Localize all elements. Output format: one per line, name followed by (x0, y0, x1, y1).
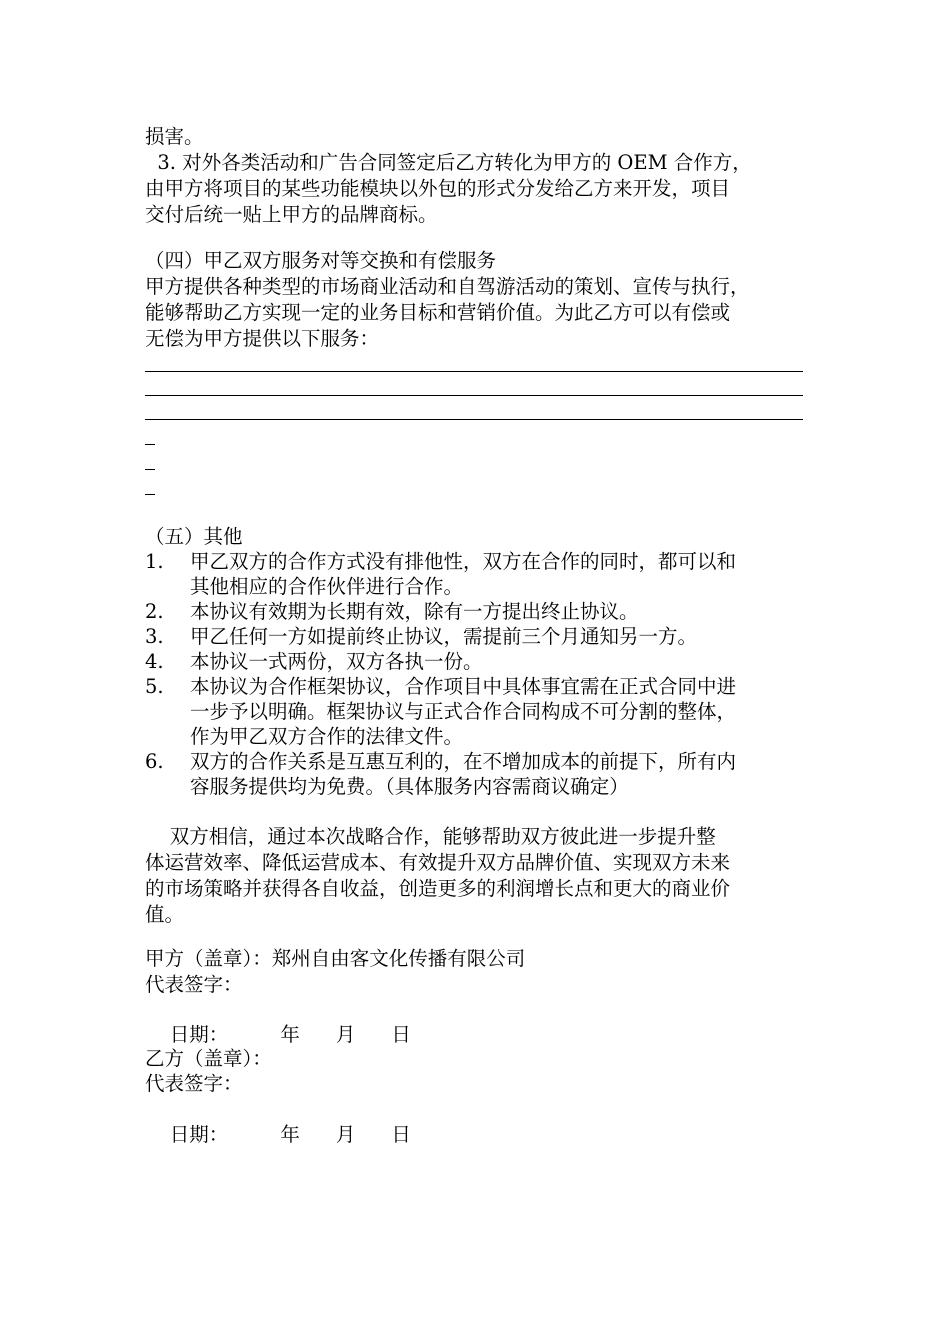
party-b-seal: 乙方（盖章）： (145, 1047, 272, 1070)
list-item-text: 本协议一式两份，双方各执一份。 (190, 650, 483, 673)
closing-line3: 的市场策略并获得各自收益，创造更多的利润增长点和更大的商业价 (145, 877, 731, 900)
intro-line: 损害。 (145, 125, 204, 148)
section4-para-line3: 无偿为甲方提供以下服务： (145, 327, 380, 350)
intro-item3-line1: 3. 对外各类活动和广告合同签定后乙方转化为甲方的 OEM 合作方， (145, 151, 752, 174)
date-day: 日 (391, 1123, 411, 1146)
section5-heading: （五）其他 (145, 525, 243, 548)
list-item-number: 6. (145, 750, 164, 773)
closing-line2: 体运营效率、降低运营成本、有效提升双方品牌价值、实现双方未来 (145, 851, 731, 874)
party-b-signature: 代表签字： (145, 1072, 243, 1095)
list-item-text: 甲乙任何一方如提前终止协议，需提前三个月通知另一方。 (190, 625, 698, 648)
blank-fill-dash (145, 494, 155, 495)
blank-fill-line (145, 371, 803, 372)
list-item-number: 1. (145, 550, 164, 573)
intro-item3-line2: 由甲方将项目的某些功能模块以外包的形式分发给乙方来开发，项目 (145, 177, 731, 200)
list-item-text: 双方的合作关系是互惠互利的，在不增加成本的前提下，所有内 (190, 750, 737, 773)
blank-fill-dash (145, 444, 155, 445)
list-item-text: 容服务提供均为免费。（具体服务内容需商议确定） (190, 775, 629, 798)
list-item-number: 3. (145, 625, 164, 648)
section4-para-line1: 甲方提供各种类型的市场商业活动和自驾游活动的策划、宣传与执行， (145, 275, 750, 298)
section4-heading: （四）甲乙双方服务对等交换和有偿服务 (145, 249, 497, 272)
date-year: 年 (280, 1023, 300, 1046)
list-item-number: 5. (145, 675, 164, 698)
date-month: 月 (335, 1123, 356, 1146)
date-month: 月 (335, 1023, 356, 1046)
list-item-number: 2. (145, 600, 164, 623)
closing-line1: 双方相信，通过本次战略合作，能够帮助双方彼此进一步提升整 (145, 825, 716, 848)
list-item-text: 作为甲乙双方合作的法律文件。 (190, 725, 464, 748)
list-item-text: 甲乙双方的合作方式没有排他性，双方在合作的同时，都可以和 (190, 550, 737, 573)
list-item-text: 其他相应的合作伙伴进行合作。 (190, 575, 464, 598)
list-item-text: 本协议为合作框架协议，合作项目中具体事宜需在正式合同中进 (190, 675, 737, 698)
list-item-text: 一步予以明确。框架协议与正式合作合同构成不可分割的整体， (190, 700, 737, 723)
closing-line4: 值。 (145, 903, 185, 926)
party-b-date (145, 1096, 411, 1174)
date-label: 日期： (169, 1123, 229, 1146)
list-item-text: 本协议有效期为长期有效，除有一方提出终止协议。 (190, 600, 639, 623)
list-item-number: 4. (145, 650, 164, 673)
intro-item3-line3: 交付后统一贴上甲方的品牌商标。 (145, 203, 438, 226)
blank-fill-line (145, 395, 803, 396)
blank-fill-dash (145, 469, 155, 470)
section4-para-line2: 能够帮助乙方实现一定的业务目标和营销价值。为此乙方可以有偿或 (145, 301, 731, 324)
date-label: 日期： (169, 1023, 229, 1046)
party-a-seal: 甲方（盖章）：郑州自由客文化传播有限公司 (145, 947, 526, 970)
date-day: 日 (391, 1023, 411, 1046)
blank-fill-line (145, 419, 803, 420)
party-a-signature: 代表签字： (145, 973, 243, 996)
date-year: 年 (280, 1123, 300, 1146)
